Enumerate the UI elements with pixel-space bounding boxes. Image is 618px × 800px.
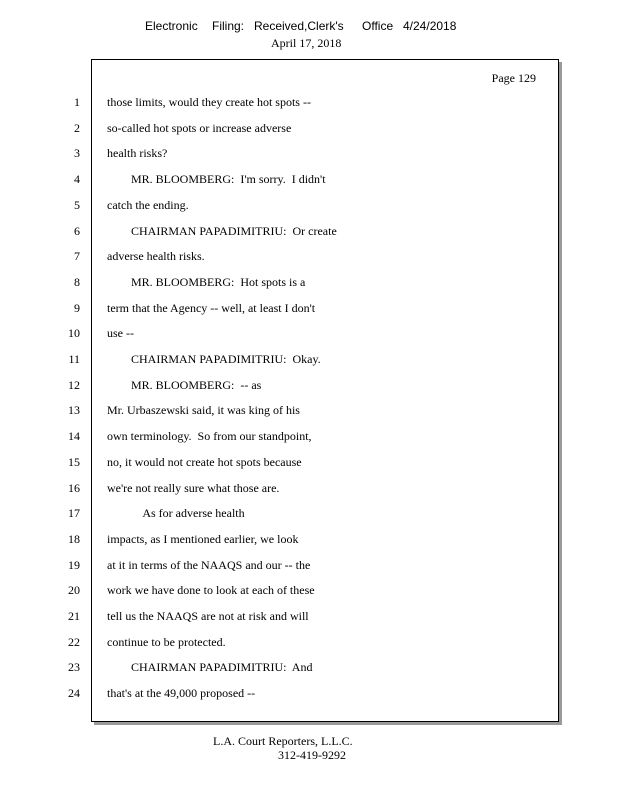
line-text: Mr. Urbaszewski said, it was king of his [107, 403, 300, 417]
line-number: 18 [68, 532, 80, 546]
line-number: 11 [68, 352, 80, 366]
line-number: 5 [74, 198, 80, 212]
line-number: 24 [68, 686, 80, 700]
line-number: 9 [74, 301, 80, 315]
stamp-office: Office [362, 19, 394, 33]
line-text: own terminology. So from our standpoint, [107, 429, 312, 443]
line-number: 8 [74, 275, 80, 289]
line-text: at it in terms of the NAAQS and our -- the [107, 558, 311, 572]
line-number: 22 [68, 635, 80, 649]
line-text: we're not really sure what those are. [107, 481, 280, 495]
line-text: that's at the 49,000 proposed -- [107, 686, 256, 700]
line-text: CHAIRMAN PAPADIMITRIU: And [107, 660, 313, 674]
line-number: 23 [68, 660, 80, 674]
line-number: 13 [68, 403, 80, 417]
line-number: 4 [74, 172, 80, 186]
line-text: CHAIRMAN PAPADIMITRIU: Okay. [107, 352, 321, 366]
line-number: 7 [74, 249, 80, 263]
hearing-date: April 17, 2018 [271, 36, 342, 50]
line-text: adverse health risks. [107, 249, 205, 263]
line-number: 3 [74, 146, 80, 160]
line-number: 21 [68, 609, 80, 623]
line-text: those limits, would they create hot spots -- [107, 95, 311, 109]
line-number: 2 [74, 121, 80, 135]
line-text: MR. BLOOMBERG: -- as [107, 378, 262, 392]
line-text: tell us the NAAQS are not at risk and will [107, 609, 309, 623]
line-text: no, it would not create hot spots because [107, 455, 302, 469]
line-number: 6 [74, 224, 80, 238]
line-number: 16 [68, 481, 80, 495]
line-text: health risks? [107, 146, 168, 160]
line-text: MR. BLOOMBERG: Hot spots is a [107, 275, 306, 289]
line-number: 20 [68, 583, 80, 597]
stamp-electronic: Electronic [145, 19, 198, 33]
line-text: term that the Agency -- well, at least I don't [107, 301, 316, 315]
stamp-date: 4/24/2018 [403, 19, 457, 33]
line-text: MR. BLOOMBERG: I'm sorry. I didn't [107, 172, 326, 186]
line-text: work we have done to look at each of these [107, 583, 315, 597]
line-text: CHAIRMAN PAPADIMITRIU: Or create [107, 224, 337, 238]
line-number: 10 [68, 326, 80, 340]
line-text: use -- [107, 326, 134, 340]
line-text: impacts, as I mentioned earlier, we look [107, 532, 299, 546]
line-text: so-called hot spots or increase adverse [107, 121, 292, 135]
page-number: Page 129 [491, 71, 536, 85]
stamp-filing: Filing: [212, 19, 245, 33]
footer-company: L.A. Court Reporters, L.L.C. [213, 734, 353, 748]
line-text: continue to be protected. [107, 635, 226, 649]
stamp-received: Received,Clerk's [254, 19, 344, 33]
line-number: 14 [68, 429, 80, 443]
footer-phone: 312-419-9292 [278, 748, 346, 762]
line-text: As for adverse health [107, 506, 245, 520]
line-number: 1 [74, 95, 80, 109]
line-number: 17 [68, 506, 80, 520]
line-number: 12 [68, 378, 80, 392]
line-text: catch the ending. [107, 198, 189, 212]
line-number: 19 [68, 558, 80, 572]
line-number: 15 [68, 455, 80, 469]
